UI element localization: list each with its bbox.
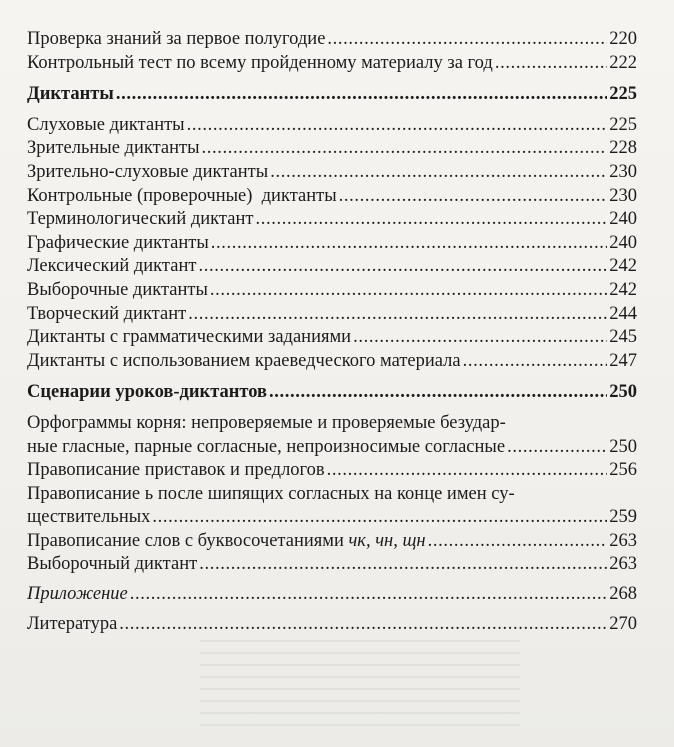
toc-entry-page: 220 (609, 29, 637, 49)
toc-entry (27, 436, 637, 460)
toc-entry-first-line: Орфограммы корня: непроверяемые и проверяемые безудар- (27, 412, 506, 433)
toc-entry (27, 137, 637, 161)
toc-entry-title: Терминологический диктант (27, 209, 254, 230)
toc-entry (27, 185, 637, 209)
toc-section-title: Сценарии уроков-диктантов (27, 382, 268, 403)
dot-leader (116, 83, 607, 107)
toc-entry-page: 247 (609, 350, 637, 371)
dot-leader (270, 161, 607, 185)
toc-entry-page: 230 (609, 161, 637, 182)
dot-leader (211, 232, 607, 256)
toc-entry (27, 530, 637, 554)
toc-entry-title: Приложение (27, 584, 128, 605)
dot-leader (198, 255, 607, 279)
toc-entry-page: 240 (609, 209, 637, 230)
toc-entry-page: 245 (609, 327, 637, 348)
toc-entry (27, 506, 637, 530)
toc-entry-page: 259 (609, 507, 637, 528)
toc-entry (27, 613, 637, 637)
dot-leader (327, 28, 607, 52)
toc-entry-page: 263 (609, 530, 637, 551)
toc-entry-title: Диктанты с использованием краеведческого материала (27, 350, 461, 371)
toc-entry-page: 242 (609, 279, 637, 300)
toc-entry-title: Зрительные диктанты (27, 138, 200, 159)
toc-entry-page: 250 (609, 436, 637, 457)
toc-entry-title: Контрольный тест по всему пройденному материалу за год (27, 52, 493, 73)
toc-entry-page: 242 (609, 256, 637, 277)
toc-entry-page: 225 (609, 114, 637, 135)
toc-entry (27, 232, 637, 256)
toc-entry-title: Графические диктанты (27, 232, 209, 253)
toc-entry (27, 350, 637, 374)
toc-entry-page: 256 (609, 460, 637, 481)
toc-entry-title: ные гласные, парные согласные, непроизносимые согласные (27, 436, 506, 457)
dot-leader (339, 185, 608, 209)
toc-entry-page: 228 (609, 138, 637, 159)
dot-leader (188, 303, 607, 327)
toc-entry (27, 28, 637, 52)
dot-leader (463, 350, 608, 374)
dot-leader (202, 137, 608, 161)
dot-leader (130, 583, 607, 607)
toc-entry (27, 255, 637, 279)
toc-entry-page: 263 (609, 554, 637, 575)
toc-section-heading (27, 381, 637, 405)
toc-entry (27, 459, 637, 483)
toc-entry-title: Литература (27, 613, 118, 634)
toc-entry-page: 268 (609, 584, 637, 605)
dot-leader (119, 613, 607, 637)
dot-leader (507, 436, 607, 460)
toc-entry-page: 244 (609, 303, 637, 324)
toc-entry-first-line: Правописание ь после шипящих согласных на конце имен су- (27, 483, 515, 504)
show-through-text (200, 640, 520, 730)
toc-entry-title: Зрительно-слуховые диктанты (27, 161, 269, 182)
toc-entry-page: 240 (609, 232, 637, 253)
toc-entry-title-plain: Правописание слов с буквосочетаниями (27, 530, 349, 551)
toc-entry-title: ществительных (27, 507, 151, 528)
toc-entry-title: Правописание приставок и предлогов (27, 460, 325, 481)
dot-leader (152, 506, 607, 530)
toc-section-page: 250 (609, 382, 637, 403)
dot-leader (428, 530, 608, 554)
toc-entry-title-italic: чк, чн, щн (348, 530, 426, 551)
dot-leader (353, 326, 607, 350)
toc-entry (27, 583, 637, 607)
toc-section-heading (27, 83, 637, 107)
toc-entry (27, 114, 637, 138)
toc-entry-title (27, 530, 426, 554)
toc-entry (27, 326, 637, 350)
toc-entry-title: Творческий диктант (27, 303, 187, 324)
toc-entry-title: Проверка знаний за первое полугодие (27, 29, 326, 49)
toc-entry-title: Выборочные диктанты (27, 279, 208, 300)
toc-entry (27, 553, 637, 577)
toc-entry-title: Контрольные (проверочные) диктанты (27, 185, 337, 206)
toc-entry-title: Лексический диктант (27, 256, 197, 277)
toc-entry (27, 279, 637, 303)
dot-leader (269, 381, 607, 405)
toc-entry-page: 270 (609, 613, 637, 634)
toc-entry-title: Слуховые диктанты (27, 114, 185, 135)
dot-leader (199, 553, 607, 577)
dot-leader (495, 52, 607, 76)
table-of-contents (27, 28, 637, 636)
toc-entry (27, 208, 637, 232)
toc-entry (27, 303, 637, 327)
dot-leader (187, 114, 608, 138)
toc-entry-title: Выборочный диктант (27, 554, 198, 575)
toc-entry-title: Диктанты с грамматическими заданиями (27, 327, 352, 348)
dot-leader (255, 208, 607, 232)
toc-entry (27, 52, 637, 76)
toc-section-page: 225 (609, 84, 637, 105)
dot-leader (327, 459, 608, 483)
toc-entry-page: 230 (609, 185, 637, 206)
toc-section-title: Диктанты (27, 84, 114, 105)
dot-leader (210, 279, 607, 303)
toc-entry-page: 222 (609, 52, 637, 73)
toc-entry (27, 161, 637, 185)
